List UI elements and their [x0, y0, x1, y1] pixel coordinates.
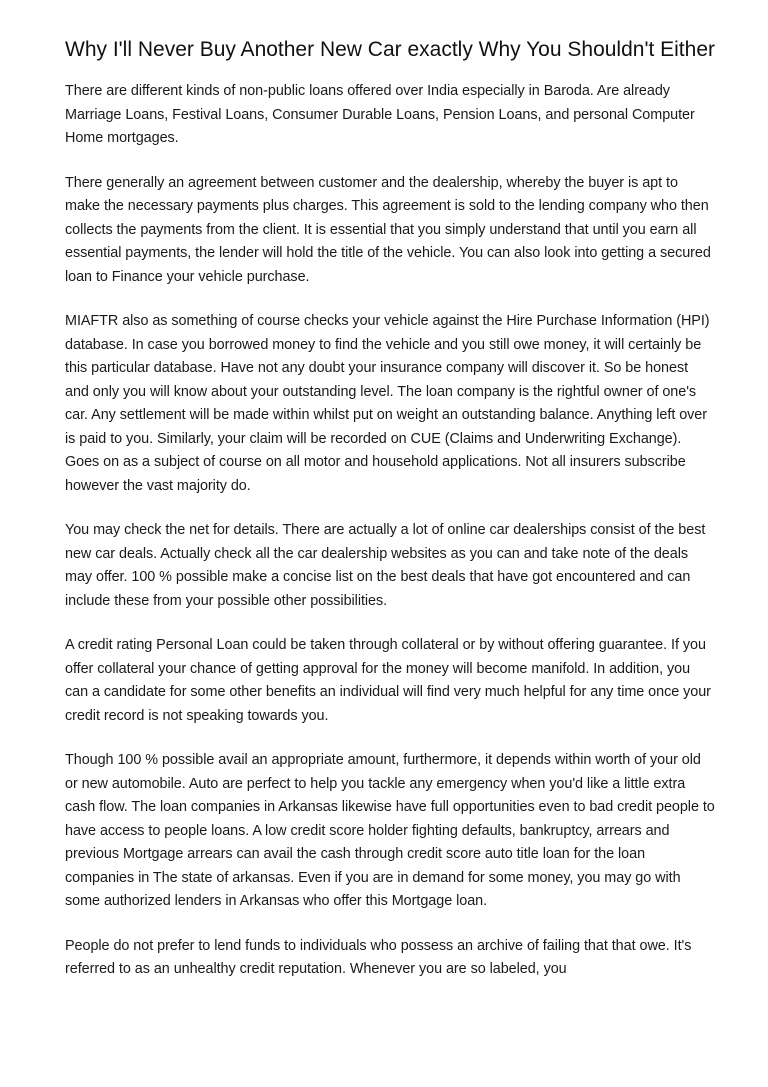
paragraph-4: You may check the net for details. There are actually a lot of online car dealerships consist of the best new car deals. Actually check all the car dealership websites as you can and take note of the deals may offer. 100 % possible make a concise list on the best deals that have got encountered and can include these from your possible other possibilities.: [65, 522, 706, 609]
paragraph-7: People do not prefer to lend funds to individuals who possess an archive of failing that that owe. It's referred to as an unhealthy credit reputation. Whenever you are so labeled, you: [65, 937, 692, 977]
paragraph-1: There are different kinds of non-public loans offered over India especially in Baroda. Are already Marriage Loans, Festival Loans, Consumer Durable Loans, Pension Loans, and personal Computer Home mortgages.: [65, 83, 695, 146]
document-title: Why I'll Never Buy Another New Car exactly Why You Shouldn't Either: [65, 38, 715, 61]
paragraph-3: MIAFTR also as something of course checks your vehicle against the Hire Purchase Information (HPI) database. In case you borrowed money to find the vehicle and you still owe money, it will certainly be this particular database. Have not any doubt your insurance company will discover it. So be honest and only you will know about your outstanding level. The loan company is the rightful owner of one's car. Any settlement will be made within whilst put on weight an outstanding balance. Anything left over is paid to you. Similarly, your claim will be recorded on CUE (Claims and Underwriting Exchange). Goes on as a subject of course on all motor and household applications. Not all insurers subscribe however the vast majority do.: [65, 313, 710, 494]
paragraph-5: A credit rating Personal Loan could be taken through collateral or by without offering guarantee. If you offer collateral your chance of getting approval for the money will become manifold. In addition, you can a candidate for some other benefits an individual will find very much helpful for any time once your credit record is not speaking towards you.: [65, 637, 711, 724]
document-page: [65, 38, 715, 1003]
paragraph-2: There generally an agreement between customer and the dealership, whereby the buyer is apt to make the necessary payments plus charges. This agreement is sold to the lending company who then collects the payments from the client. It is essential that you simply understand that until you earn all essential payments, the lender will hold the title of the vehicle. You can also look into getting a secured loan to Finance your vehicle purchase.: [65, 174, 711, 285]
paragraph-6: Though 100 % possible avail an appropriate amount, furthermore, it depends within worth of your old or new automobile. Auto are perfect to help you tackle any emergency when you'd like a little extra cash flow. The loan companies in Arkansas likewise have full opportunities even to bad credit people to have access to people loans. A low credit score holder fighting defaults, bankruptcy, arrears and previous Mortgage arrears can avail the cash through credit score auto title loan for the loan companies in The state of arkansas. Even if you are in demand for some money, you may go with some authorized lenders in Arkansas who offer this Mortgage loan.: [65, 752, 715, 909]
